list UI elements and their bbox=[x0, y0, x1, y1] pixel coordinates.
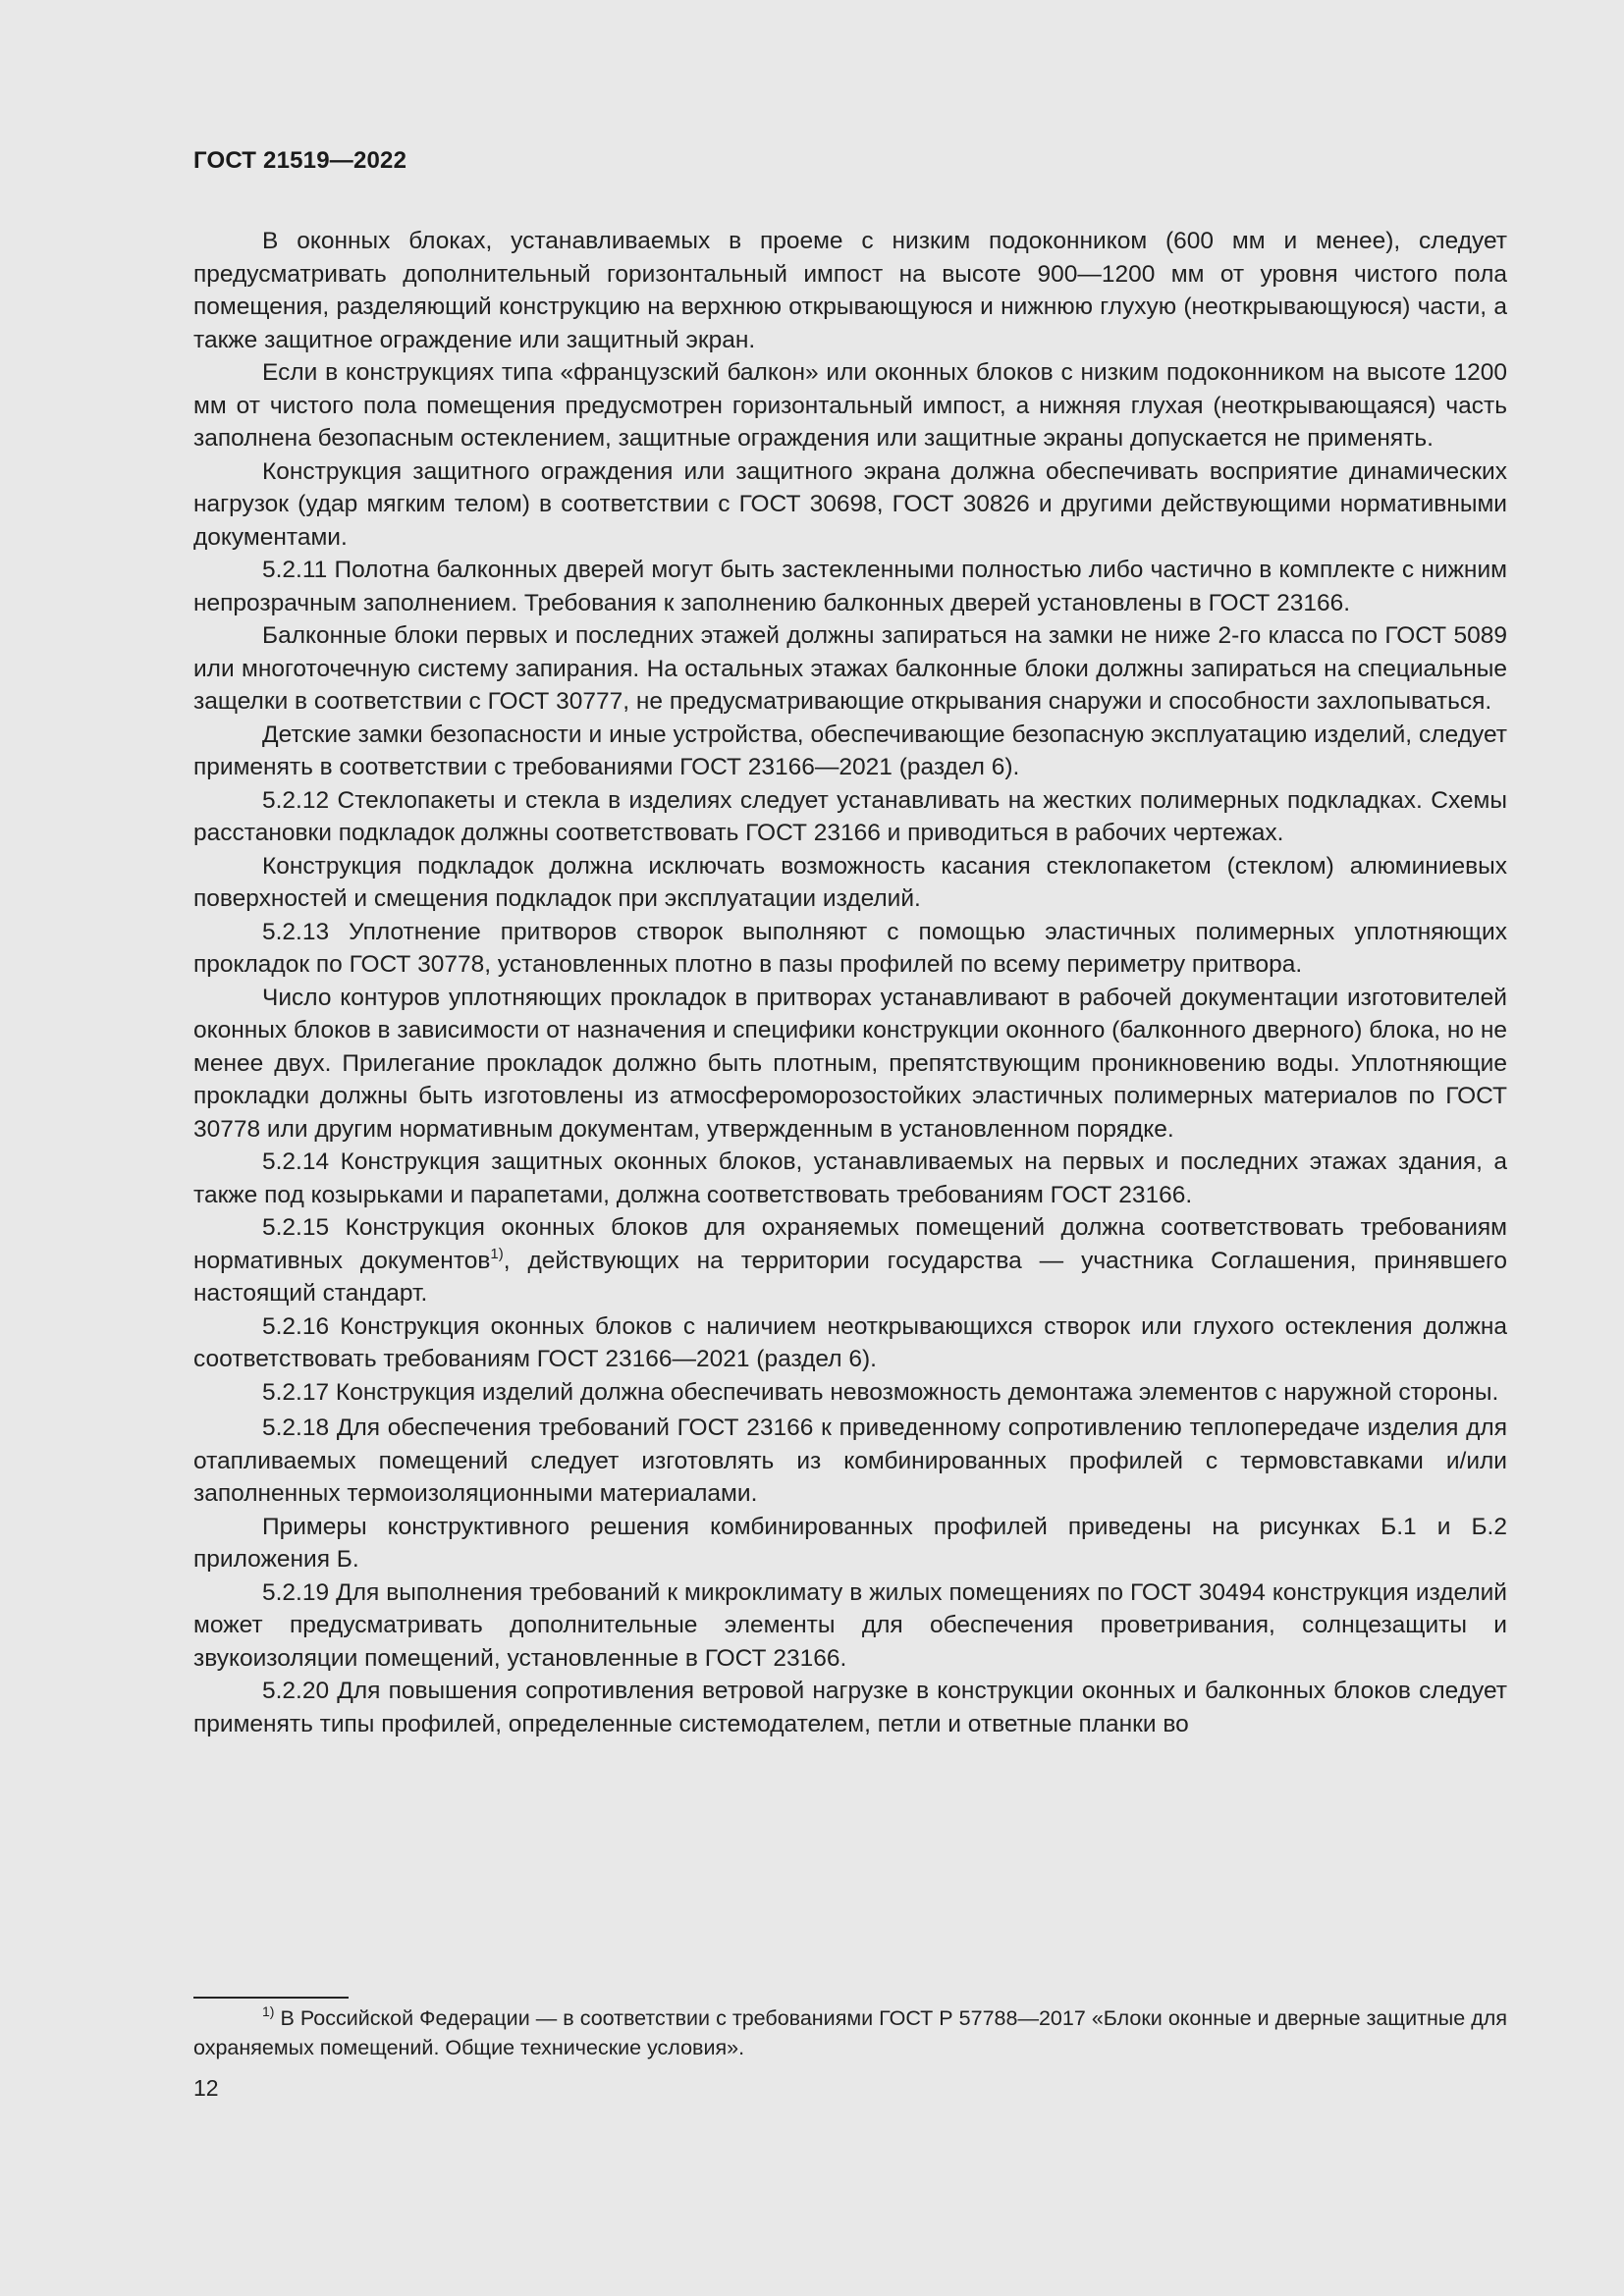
footnote-mark: 1) bbox=[262, 2003, 275, 2019]
clause-5-2-14: 5.2.14 Конструкция защитных оконных блоков, устанавливаемых на первых и последних этажах здания, а также под козырьками и парапетами, должна соответствовать требованиям ГОСТ 23166. bbox=[193, 1148, 1507, 1208]
footnote-reference[interactable]: 1) bbox=[490, 1245, 504, 1262]
body-text bbox=[193, 225, 1507, 1740]
page-number: 12 bbox=[193, 2075, 219, 2101]
clause-5-2-20: 5.2.20 Для повышения сопротивления ветровой нагрузке в конструкции оконных и балконных блоков следует применять типы профилей, определенные системодателем, петли и ответные планки во bbox=[193, 1678, 1507, 1737]
footnote-text bbox=[193, 2003, 1507, 2062]
paragraph: Конструкция защитного ограждения или защитного экрана должна обеспечивать восприятие динамических нагрузок (удар мягким телом) в соответствии с ГОСТ 30698, ГОСТ 30826 и другими действующими нормативными документами. bbox=[193, 457, 1507, 551]
clause-5-2-18: 5.2.18 Для обеспечения требований ГОСТ 23166 к приведенному сопротивлению теплопередаче изделия для отапливаемых помещений следует изготовлять из комбинированных профилей с термовставками и/или заполненных термоизоляционными материалами. bbox=[193, 1415, 1507, 1507]
clause-5-2-11: 5.2.11 Полотна балконных дверей могут быть застекленными полностью либо частично в комплекте с нижним непрозрачным заполнением. Требования к заполнению балконных дверей установлены в ГОСТ 23166. bbox=[193, 557, 1507, 616]
clause-5-2-12: 5.2.12 Стеклопакеты и стекла в изделиях следует устанавливать на жестких полимерных подкладках. Схемы расстановки подкладок должны соответствовать ГОСТ 23166 и приводиться в рабочих чертежах. bbox=[193, 786, 1507, 846]
paragraph: Детские замки безопасности и иные устройства, обеспечивающие безопасную эксплуатацию изделий, следует применять в соответствии с требованиями ГОСТ 23166—2021 (раздел 6). bbox=[193, 721, 1507, 780]
footnote-body: В Российской Федерации — в соответствии с требованиями ГОСТ Р 57788—2017 «Блоки оконные и дверные защитные для охраняемых помещений. Общие технические условия». bbox=[193, 2006, 1507, 2059]
clause-5-2-19: 5.2.19 Для выполнения требований к микроклимату в жилых помещениях по ГОСТ 30494 конструкция изделий может предусматривать дополнительные элементы для обеспечения проветривания, солнцезащиты и звукоизоляции помещений, установленные в ГОСТ 23166. bbox=[193, 1578, 1507, 1672]
clause-5-2-16: 5.2.16 Конструкция оконных блоков с наличием неоткрывающихся створок или глухого остекления должна соответствовать требованиям ГОСТ 23166—2021 (раздел 6). bbox=[193, 1312, 1507, 1372]
paragraph: Конструкция подкладок должна исключать возможность касания стеклопакетом (стеклом) алюминиевых поверхностей и смещения подкладок при эксплуатации изделий. bbox=[193, 852, 1507, 912]
footnote bbox=[193, 2003, 1507, 2062]
paragraph: В оконных блоках, устанавливаемых в проеме с низким подоконником (600 мм и менее), следует предусматривать дополнительный горизонтальный импост на высоте 900—1200 мм от уровня чистого пола помещения, разделяющий конструкцию на верхнюю открывающуюся и нижнюю глухую (неоткрывающуюся) части, а также защитное ограждение или защитный экран. bbox=[193, 228, 1507, 353]
clause-5-2-13: 5.2.13 Уплотнение притворов створок выполняют с помощью эластичных полимерных уплотняющих прокладок по ГОСТ 30778, установленных плотно в пазы профилей по всему периметру притвора. bbox=[193, 918, 1507, 978]
footnote-divider bbox=[193, 1997, 349, 1999]
paragraph: Примеры конструктивного решения комбинированных профилей приведены на рисунках Б.1 и Б.2 приложения Б. bbox=[193, 1513, 1507, 1573]
paragraph: Если в конструкциях типа «французский балкон» или оконных блоков с низким подоконником на высоте 1200 мм от чистого пола помещения предусмотрен горизонтальный импост, а нижняя глухая (неоткрывающаяся) часть заполнена безопасным остеклением, защитные ограждения или защитные экраны допускается не применять. bbox=[193, 359, 1507, 452]
clause-text: 5.2.15 Конструкция оконных блоков для охраняемых помещений должна соответствовать требованиям нормативных документов bbox=[193, 1214, 1507, 1274]
paragraph: Число контуров уплотняющих прокладок в притворах устанавливают в рабочей документации изготовителей оконных блоков в зависимости от назначения и специфики конструкции оконного (балконного дверного) блока, но не менее двух. Прилегание прокладок должно быть плотным, препятствующим проникновению воды. Уплотняющие прокладки должны быть изготовлены из атмосфероморозостойких эластичных полимерных материалов по ГОСТ 30778 или другим нормативным документам, утвержденным в установленном порядке. bbox=[193, 984, 1508, 1143]
standard-header: ГОСТ 21519—2022 bbox=[193, 147, 407, 174]
clause-5-2-15 bbox=[193, 1211, 1507, 1310]
paragraph: Балконные блоки первых и последних этажей должны запираться на замки не ниже 2-го класса по ГОСТ 5089 или многоточечную систему запирания. На остальных этажах балконные блоки должны запираться на специальные защелки в соответствии с ГОСТ 30777, не предусматривающие открывания снаружи и способности захлопываться. bbox=[193, 622, 1507, 715]
clause-5-2-17: 5.2.17 Конструкция изделий должна обеспечивать невозможность демонтажа элементов с наружной стороны. bbox=[262, 1378, 1499, 1406]
clause-text: , действующих на территории государства — участника Соглашения, принявшего настоящий стандарт. bbox=[193, 1247, 1507, 1307]
